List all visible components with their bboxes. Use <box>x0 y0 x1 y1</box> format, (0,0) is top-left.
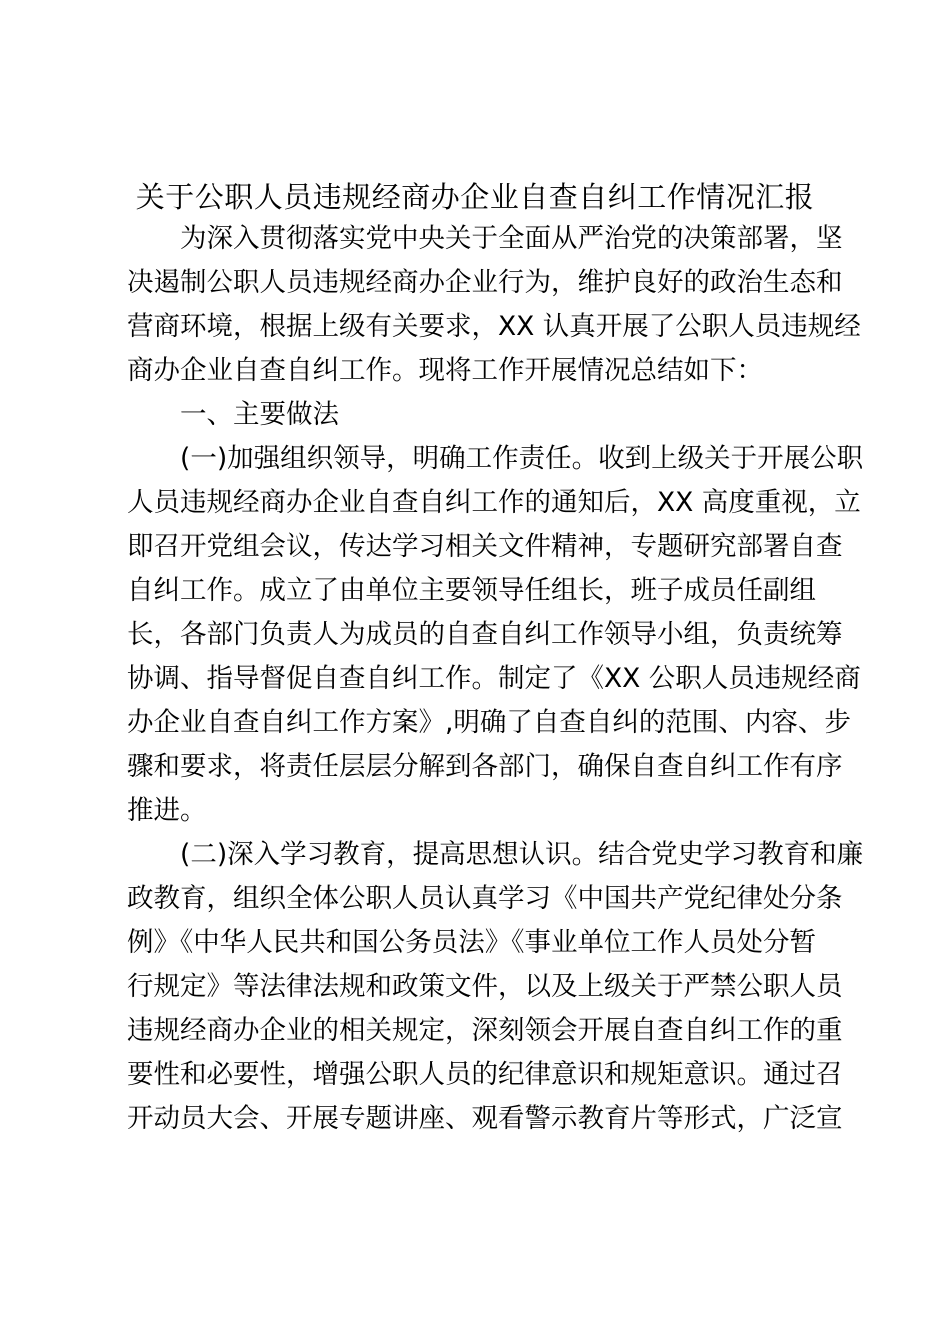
paragraph-line: 营商环境，根据上级有关要求，XX 认真开展了公职人员违规经 <box>127 311 861 342</box>
paragraph-line: 为深入贯彻落实党中央关于全面从严治党的决策部署，坚 <box>127 223 843 254</box>
paragraph-line: (二)深入学习教育，提高思想认识。结合党史学习教育和廉 <box>127 839 864 870</box>
paragraph-line: 例》《中华人民共和国公务员法》《事业单位工作人员处分暂 <box>127 927 816 958</box>
paragraph-line: 人员违规经商办企业自查自纠工作的通知后，XX 高度重视，立 <box>127 487 861 518</box>
paragraph-line: 办企业自查自纠工作方案》,明确了自查自纠的范围、内容、步 <box>127 707 851 738</box>
paragraph-line: 决遏制公职人员违规经商办企业行为，维护良好的政治生态和 <box>127 267 843 298</box>
paragraph-line: 开动员大会、开展专题讲座、观看警示教育片等形式，广泛宣 <box>127 1103 843 1134</box>
paragraph-line: 行规定》等法律法规和政策文件，以及上级关于严禁公职人员 <box>127 971 843 1002</box>
paragraph-line: 协调、指导督促自查自纠工作。制定了《XX 公职人员违规经商 <box>127 663 861 694</box>
paragraph-line: 长，各部门负责人为成员的自查自纠工作领导小组，负责统筹 <box>127 619 843 650</box>
paragraph-line: 要性和必要性，增强公职人员的纪律意识和规矩意识。通过召 <box>127 1059 843 1090</box>
document-title: 关于公职人员违规经商办企业自查自纠工作情况汇报 <box>135 180 815 214</box>
paragraph-line: 自纠工作。成立了由单位主要领导任组长，班子成员任副组 <box>127 575 816 606</box>
paragraph-line: 推进。 <box>127 795 207 826</box>
section-heading: 一、主要做法 <box>127 399 339 430</box>
paragraph-line: 违规经商办企业的相关规定，深刻领会开展自查自纠工作的重 <box>127 1015 843 1046</box>
paragraph-line: (一)加强组织领导，明确工作责任。收到上级关于开展公职 <box>127 443 864 474</box>
paragraph-line: 骤和要求，将责任层层分解到各部门，确保自查自纠工作有序 <box>127 751 843 782</box>
paragraph-line: 政教育，组织全体公职人员认真学习《中国共产党纪律处分条 <box>127 883 843 914</box>
paragraph-line: 即召开党组会议，传达学习相关文件精神，专题研究部署自查 <box>127 531 843 562</box>
paragraph-line: 商办企业自查自纠工作。现将工作开展情况总结如下： <box>127 355 763 386</box>
